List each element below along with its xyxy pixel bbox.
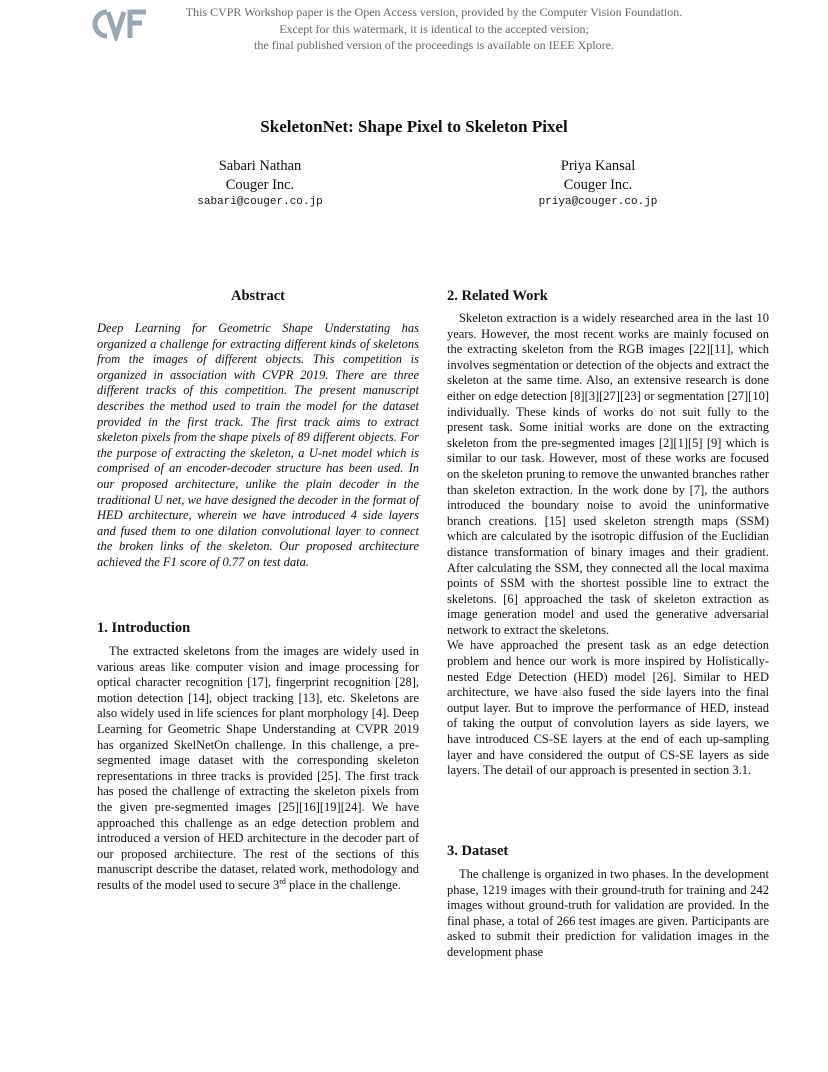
- abstract-section: [97, 288, 419, 571]
- related-work-section: [447, 288, 769, 779]
- related-work-paragraph: Skeleton extraction is a widely researched area in the last 10 years. However, the most recent works are mainly focused on the extracting skeleton from the RGB images [22][11], which involves segmentation or detection of the objects and extract the skeleton at the same time. Also, an extensive research is done either on edge detection [8][3][27][23] or segmentation [27][10] individually. These kinds of works do not suit fully to the present task. Some initial works are done on the extracting skeleton from the pre-segmented images [2][1][5] [9] which is similar to our task. However, most of these works are focused on the skeleton pruning to remove the unwanted branches rather than skeleton extraction. In the work done by [7], the authors introduced the boundary noise to avoid the uninformative branch creations. [15] used skeleton strength maps (SSM) which are calculated by the isotropic diffusion of the Euclidian distance transformation of binary images and their gradient. After calculating the SSM, they connected all the local maxima points of SSM with the shortest possible line to extract the skeletons. [6] approached the task of skeleton extraction as image generation model and used the generative adversarial network to extract the skeletons.: [447, 311, 769, 637]
- author-email: priya@couger.co.jp: [538, 196, 658, 208]
- dataset-heading: 3. Dataset: [447, 843, 509, 859]
- author-name: Sabari Nathan: [218, 158, 302, 174]
- introduction-text-main: The extracted skeletons from the images are widely used in various areas like computer vision and image processing for optical character recognition [17], fingerprint recognition [28], motion detection [14], object tracking [13], etc. Skeletons are also widely used in life sciences for plant morphology [4]. Deep Learning for Geometric Shape Understanding at CVPR 2019 has organized SkelNetOn challenge. In this challenge, a pre-segmented image dataset with the corresponding skeleton representations in three tracks is provided [25]. The first track has posed the challenge of extracting the skeleton pixels from the given pre-segmented images [25][16][19][24]. We have approached this challenge as an edge detection problem and introduced a version of HED architecture in the decoder part of our proposed architecture. The rest of the sections of this manuscript describe the dataset, related work, methodology and results of the model used to secure 3: [97, 644, 419, 892]
- abstract-text: Deep Learning for Geometric Shape Understating has organized a challenge for extracting different kinds of skeletons from the images of different objects. This competition is organized in association with CVPR 2019. There are three different tracks of this competition. The present manuscript describes the method used to train the model for the dataset provided in the first track. The first track aims to extract skeleton pixels from the shape pixels of 89 different objects. For the purpose of extracting the skeleton, a U-net model which is comprised of an encoder-decoder structure has been used. In our proposed architecture, unlike the plain decoder in the traditional U net, we have designed the decoder in the format of HED architecture, wherein we have introduced 4 side layers and fused them to one dilation convolutional layer to connect the broken links of the skeleton. Our proposed architecture achieved the F1 score of 0.77 on test data.: [97, 321, 419, 569]
- introduction-text: [97, 644, 419, 894]
- dataset-text: The challenge is organized in two phases. In the development phase, 1219 images with their ground-truth for training and 242 images without ground-truth for validation are provided. In the final phase, a total of 266 test images are given. Participants are asked to submit their prediction for validation images in the development phase: [447, 867, 769, 959]
- introduction-heading: 1. Introduction: [97, 620, 191, 636]
- superscript-ordinal: rd: [279, 876, 286, 886]
- author-affiliation: Couger Inc.: [225, 177, 295, 193]
- introduction-section: [97, 620, 419, 894]
- related-work-paragraph: We have approached the present task as an edge detection problem and hence our work is more inspired by Holistically-nested Edge Detection (HED) model [26]. Similar to HED architecture, we have also fused the side layers into the final output layer. But to improve the performance of HED, instead of taking the output of convolution layers as side layers, we have introduced CS-SE layers at the end of each up-sampling layer and have considered the output of CS-SE layers as side layers. The detail of our approach is presented in section 3.1.: [447, 638, 769, 778]
- related-work-heading: 2. Related Work: [447, 288, 548, 304]
- author-affiliation: Couger Inc.: [563, 177, 633, 193]
- abstract-heading: Abstract: [231, 288, 285, 304]
- watermark-line: This CVPR Workshop paper is the Open Access version, provided by the Computer Vision Foundation.: [185, 5, 683, 19]
- watermark-line: the final published version of the proceedings is available on IEEE Xplore.: [254, 38, 614, 52]
- watermark-line: Except for this watermark, it is identical to the accepted version;: [279, 21, 589, 36]
- cvf-logo: [90, 7, 152, 41]
- author-block: [140, 157, 380, 210]
- paper-title: SkeletonNet: Shape Pixel to Skeleton Pixel: [260, 117, 568, 136]
- cvf-logo-graphic: [90, 7, 152, 41]
- author-name: Priya Kansal: [560, 158, 636, 174]
- introduction-text-end: place in the challenge.: [285, 877, 401, 892]
- dataset-section: [447, 843, 769, 961]
- author-block: [478, 157, 718, 210]
- author-email: sabari@couger.co.jp: [197, 196, 323, 208]
- open-access-watermark: [160, 4, 708, 54]
